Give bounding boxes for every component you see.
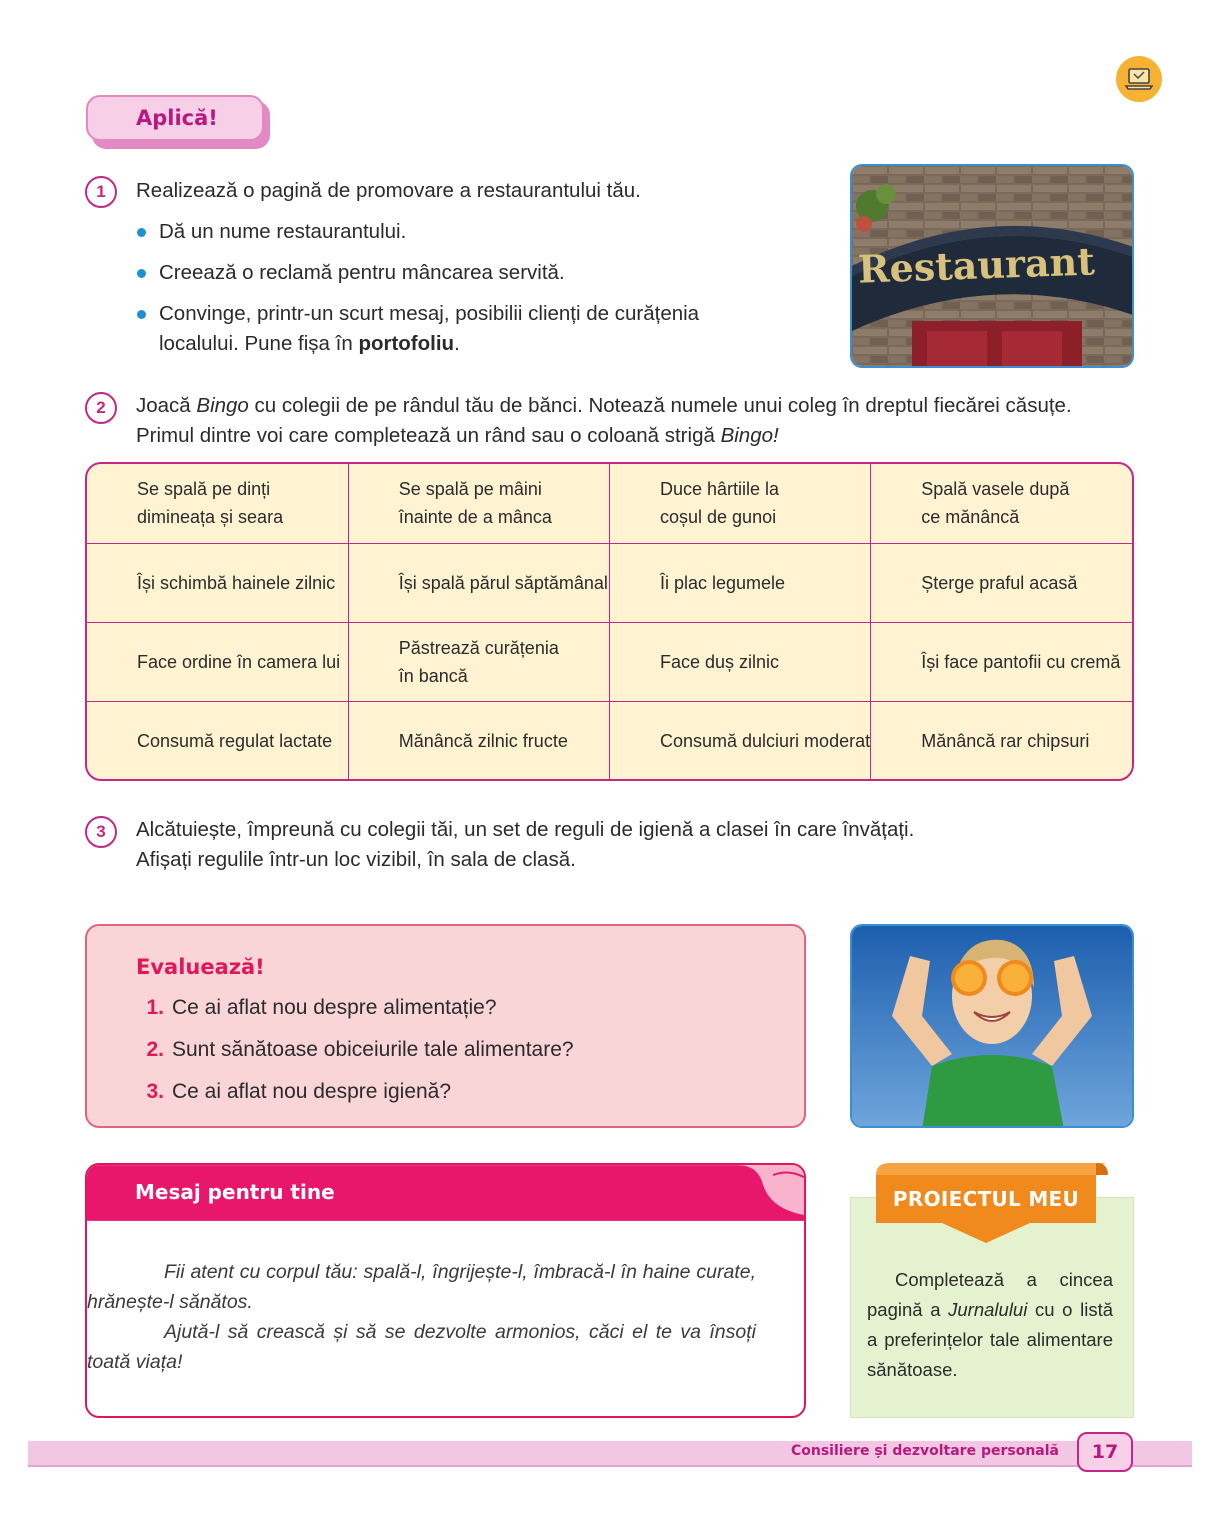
evaluation-question: 1. Ce ai aflat nou despre alimentație? <box>146 996 497 1019</box>
exercise-1-bullet: Creează o reclamă pentru mâncarea servită. <box>159 258 565 288</box>
exercise-1-bullet: Convinge, printr-un scurt mesaj, posibilii clienți de curățenia <box>159 299 699 329</box>
evaluation-question: 3. Ce ai aflat nou despre igienă? <box>146 1080 452 1103</box>
bingo-cell[interactable]: Consumă regulat lactate <box>87 701 348 780</box>
bingo-cell[interactable]: Spală vasele după ce mănâncă <box>871 464 1132 543</box>
bingo-cell[interactable]: Mănâncă rar chipsuri <box>871 701 1132 780</box>
bullet-dot-icon <box>137 228 146 237</box>
bingo-cell[interactable]: Duce hârtiile la coșul de gunoi <box>610 464 871 543</box>
exercise-number-2: 2 <box>85 392 117 424</box>
portofoliu-keyword: portofoliu <box>358 332 455 355</box>
message-body: Fii atent cu corpul tău: spală-l, îngrijește-l, îmbracă-l în haine curate, hrănește-l sănătos. Ajută-l să crească și să se dezvolte armonios, căci el te va însoți toată viața! <box>87 1261 756 1373</box>
restaurant-sign-text: Restaurant <box>857 238 1096 292</box>
table-row <box>87 701 1132 780</box>
bullet-dot-icon <box>137 310 146 319</box>
evaluation-question: 2. Sunt sănătoase obiceiurile tale alimentare? <box>146 1038 574 1061</box>
exercise-1-text: Realizează o pagină de promovare a restaurantului tău. <box>136 179 641 202</box>
evaluation-box <box>85 924 806 1128</box>
bingo-cell[interactable]: Consumă dulciuri moderat <box>610 701 871 780</box>
bingo-cell[interactable]: Mănâncă zilnic fructe <box>348 701 609 780</box>
exercise-number-1: 1 <box>85 176 117 208</box>
bingo-cell[interactable]: Îi plac legumele <box>610 543 871 622</box>
exercise-3-line1: Alcătuiește, împreună cu colegii tăi, un set de reguli de igienă a clasei în care învățați. <box>136 818 915 841</box>
bingo-cell[interactable]: Își spală părul săptămânal <box>348 543 609 622</box>
exercise-2-text: Joacă Bingo cu colegii de pe rândul tău de bănci. Notează numele unui coleg în dreptul fiecărei căsuțe. Primul dintre voi care completează un rând sau o coloană strigă Bingo! <box>136 394 1072 447</box>
laptop-icon <box>1116 56 1162 102</box>
bingo-cell[interactable]: Se spală pe mâini înainte de a mânca <box>348 464 609 543</box>
exercise-1-bullet-continuation: localului. Pune fișa în portofoliu. <box>159 332 460 355</box>
message-title: Mesaj pentru tine <box>135 1180 335 1204</box>
table-row <box>87 622 1132 701</box>
bingo-cell[interactable]: Păstrează curățenia în bancă <box>348 622 609 701</box>
section-title: Aplică! <box>136 106 218 130</box>
page-number: 17 <box>1077 1432 1133 1472</box>
footer-subject: Consiliere și dezvoltare personală <box>790 1443 1059 1459</box>
bingo-table <box>85 462 1134 781</box>
child-with-oranges-photo <box>850 924 1134 1128</box>
evaluation-title: Evaluează! <box>136 955 265 979</box>
restaurant-photo <box>850 164 1134 368</box>
bingo-cell[interactable]: Face ordine în camera lui <box>87 622 348 701</box>
table-row <box>87 543 1132 622</box>
bullet-dot-icon <box>137 269 146 278</box>
project-text: Completează a cincea pagină a Jurnalului cu o listă a preferințelor tale alimentare sănătoase. <box>867 1269 1113 1380</box>
bingo-cell[interactable]: Își schimbă hainele zilnic <box>87 543 348 622</box>
exercise-number-3: 3 <box>85 816 117 848</box>
bingo-cell[interactable]: Își face pantofii cu cremă <box>871 622 1132 701</box>
bingo-cell[interactable]: Se spală pe dinți dimineața și seara <box>87 464 348 543</box>
message-box <box>85 1163 806 1418</box>
table-row <box>87 464 1132 543</box>
bingo-cell[interactable]: Șterge praful acasă <box>871 543 1132 622</box>
exercise-3-line2: Afișați regulile într-un loc vizibil, în sala de clasă. <box>136 848 576 871</box>
bingo-cell[interactable]: Face duș zilnic <box>610 622 871 701</box>
project-title: PROIECTUL MEU <box>892 1187 1080 1211</box>
project-box <box>850 1163 1134 1418</box>
exercise-1-bullet: Dă un nume restaurantului. <box>159 217 406 247</box>
section-tab-aplica <box>86 95 270 149</box>
